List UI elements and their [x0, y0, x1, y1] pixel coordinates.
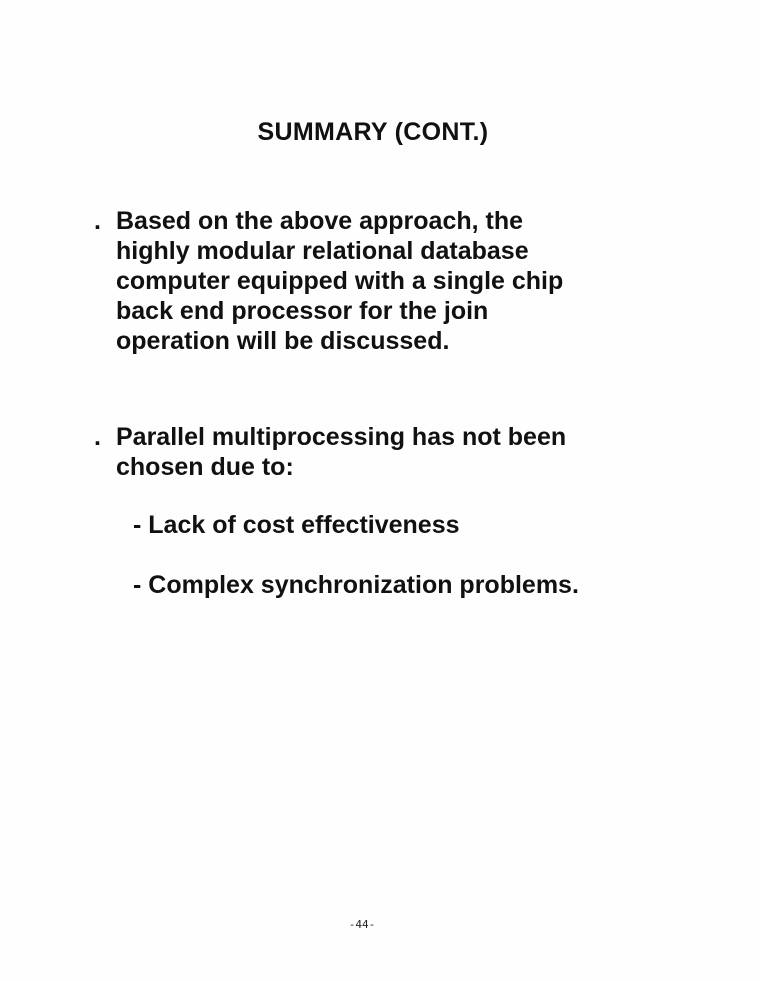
bullet-approach	[94, 206, 654, 356]
bullet-line: highly modular relational database	[116, 237, 529, 265]
bullet-text	[116, 206, 654, 356]
bullet-line: operation will be discussed.	[116, 327, 450, 355]
bullet-line: chosen due to:	[116, 453, 294, 481]
sub-item-synchronization: - Complex synchronization problems.	[133, 571, 579, 599]
bullet-marker: .	[94, 207, 101, 235]
bullet-line: back end processor for the join	[116, 297, 489, 325]
page-title: SUMMARY (CONT.)	[257, 118, 489, 146]
bullet-marker: .	[94, 423, 101, 451]
bullet-line: Based on the above approach, the	[116, 207, 524, 235]
bullet-line: computer equipped with a single chip	[116, 267, 564, 295]
bullet-text	[116, 422, 654, 482]
bullet-line: Parallel multiprocessing has not been	[116, 423, 567, 451]
bullet-parallel-multiprocessing	[94, 422, 654, 482]
page-number: -44-	[348, 918, 376, 931]
sub-item-cost: - Lack of cost effectiveness	[133, 511, 460, 539]
